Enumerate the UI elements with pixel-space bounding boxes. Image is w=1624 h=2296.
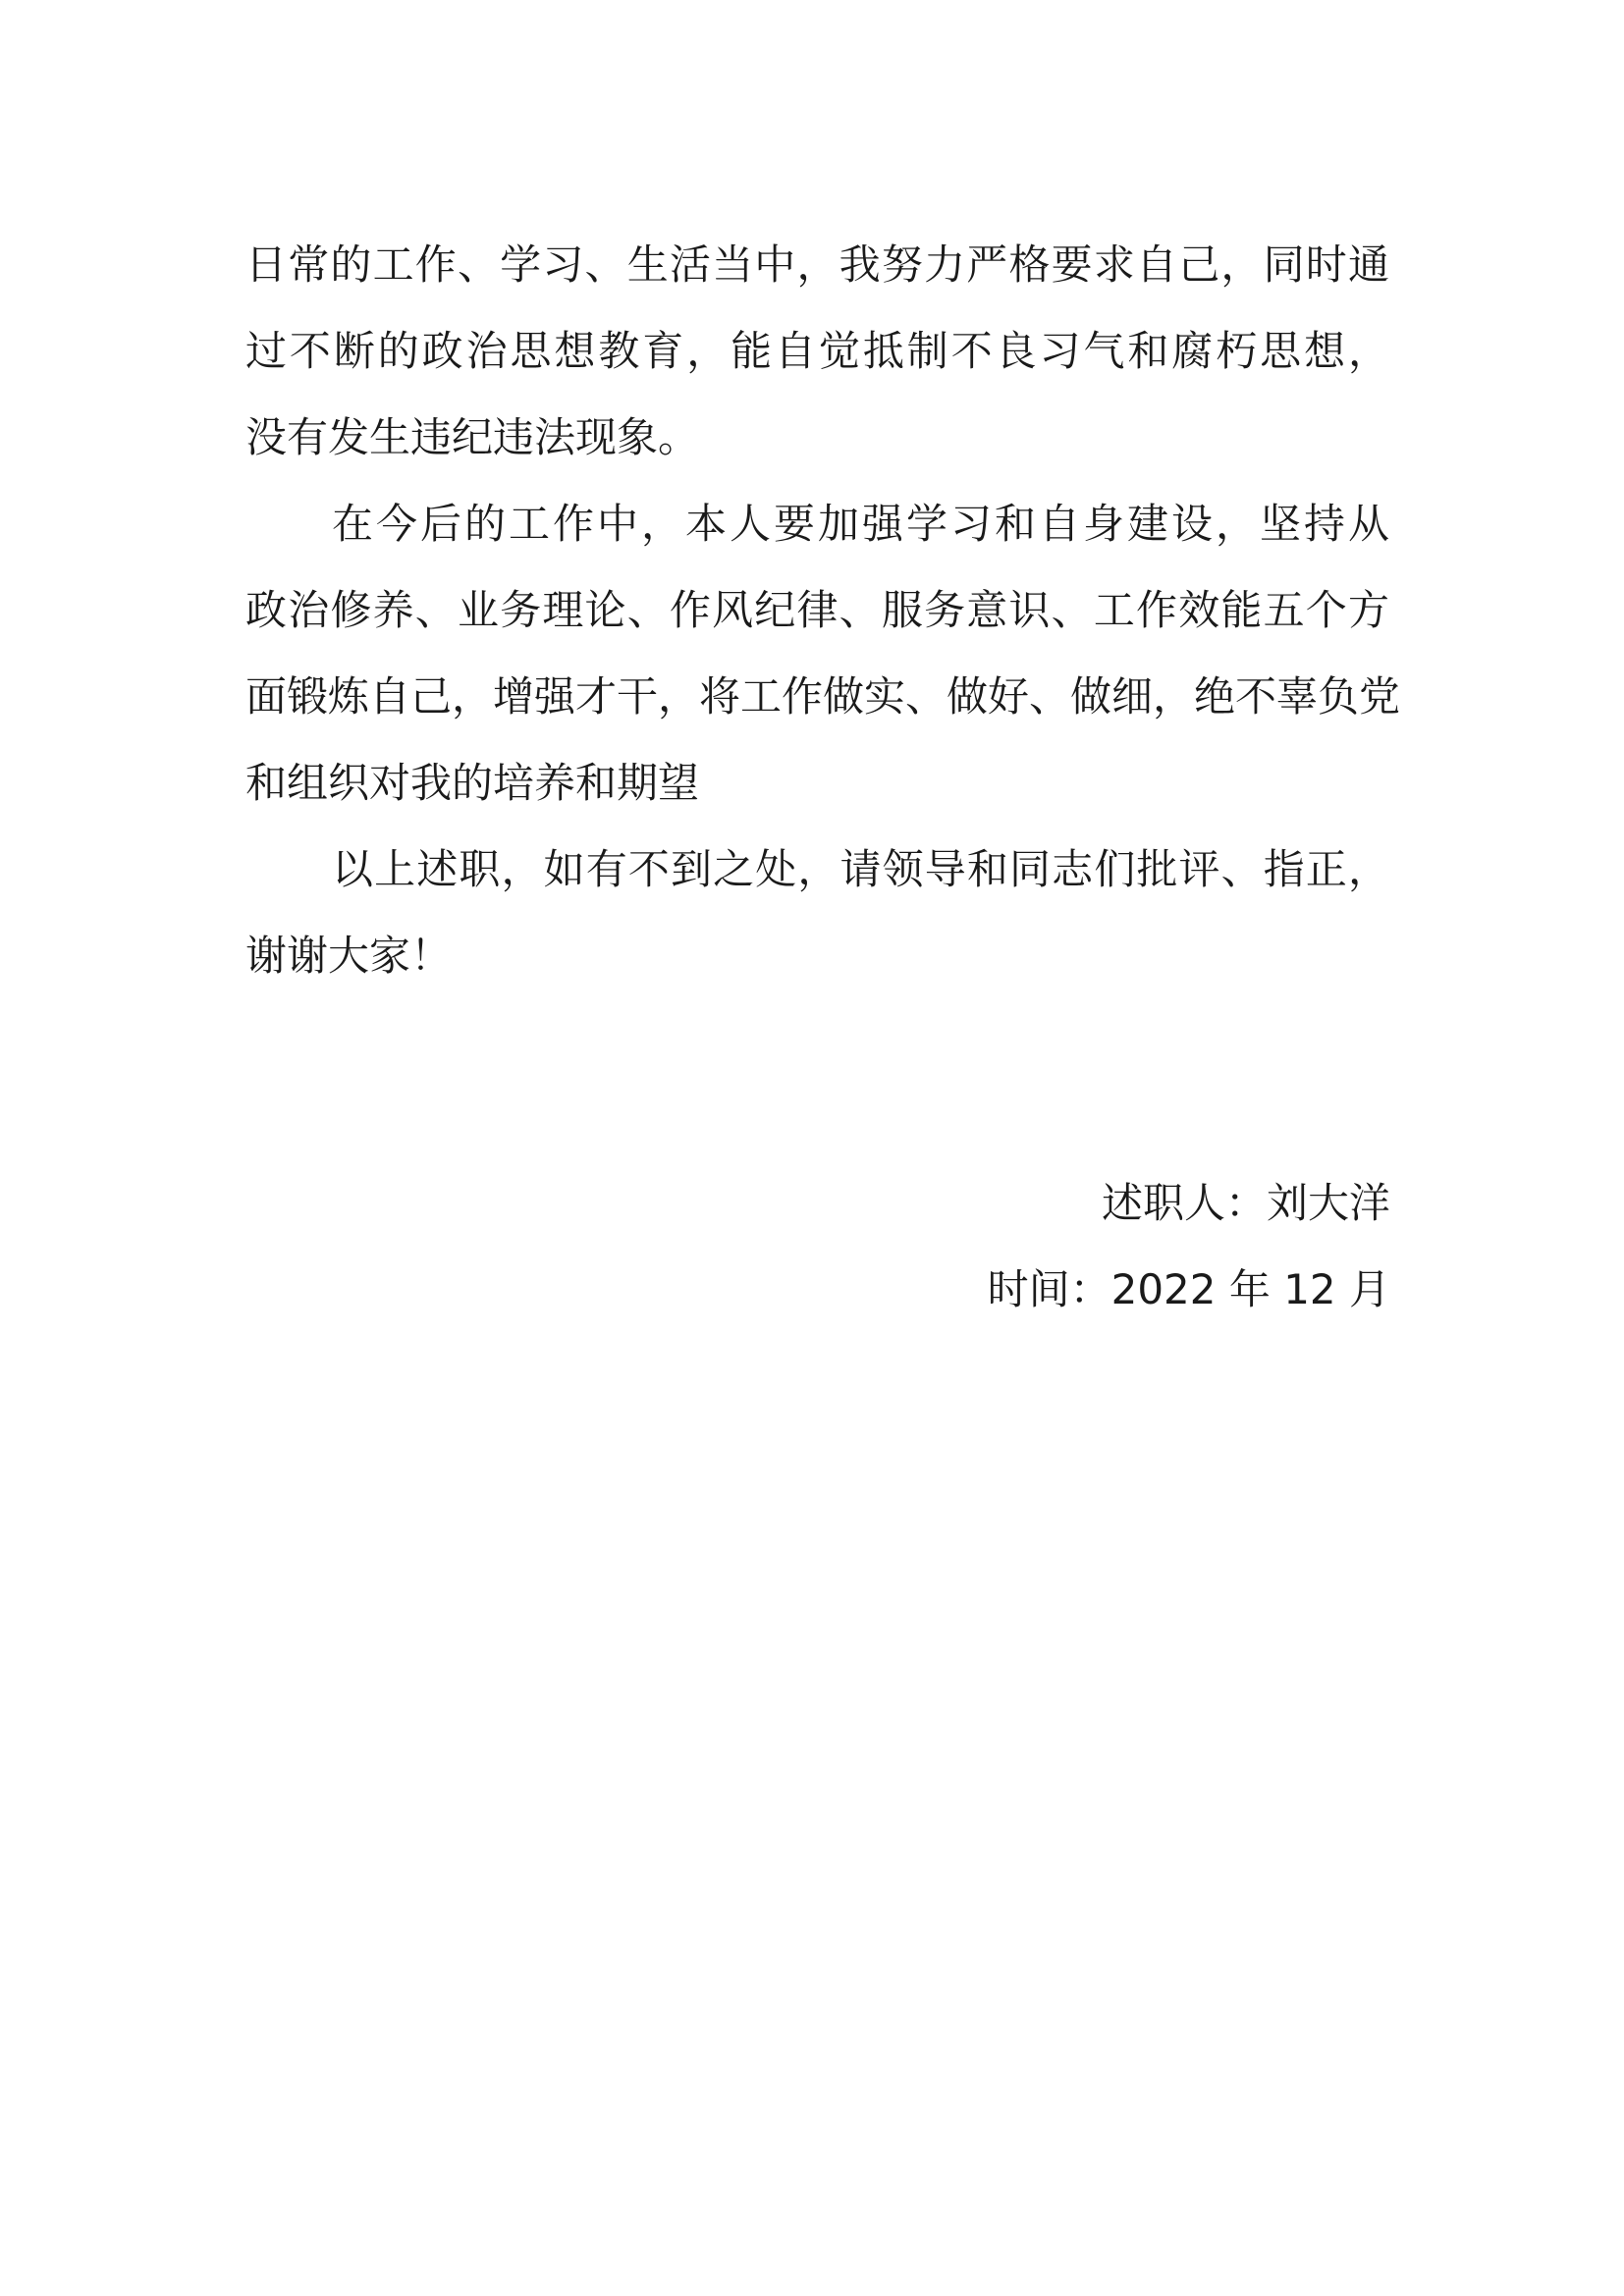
- paragraph-closing: [245, 827, 1389, 999]
- paragraph-line: 以上述职，如有不到之处，请领导和同志们批评、指正，: [332, 845, 1389, 893]
- signature-block: [988, 1160, 1390, 1333]
- paragraph-line: 过不断的政治思想教育，能自觉抵制不良习气和腐朽思想，: [245, 327, 1389, 375]
- paragraph-line: 和组织对我的培养和期望: [245, 759, 700, 807]
- paragraph-conduct: [245, 222, 1389, 481]
- paragraph-line: 在今后的工作中，本人要加强学习和自身建设，坚持从: [332, 500, 1389, 548]
- paragraph-future-work: [245, 481, 1401, 827]
- report-date: 时间：2022 年 12 月: [987, 1265, 1390, 1313]
- reporter-name: 述职人：刘大洋: [1101, 1179, 1390, 1227]
- paragraph-line: 政治修养、业务理论、作风纪律、服务意识、工作效能五个方: [245, 586, 1389, 634]
- document-body: [245, 222, 1401, 999]
- paragraph-line: 没有发生违纪违法现象。: [245, 413, 700, 461]
- paragraph-line: 谢谢大家！: [245, 932, 453, 980]
- paragraph-line: 日常的工作、学习、生活当中，我努力严格要求自己，同时通: [245, 240, 1389, 289]
- paragraph-line: 面锻炼自己，增强才干，将工作做实、做好、做细，绝不辜负党: [245, 672, 1401, 721]
